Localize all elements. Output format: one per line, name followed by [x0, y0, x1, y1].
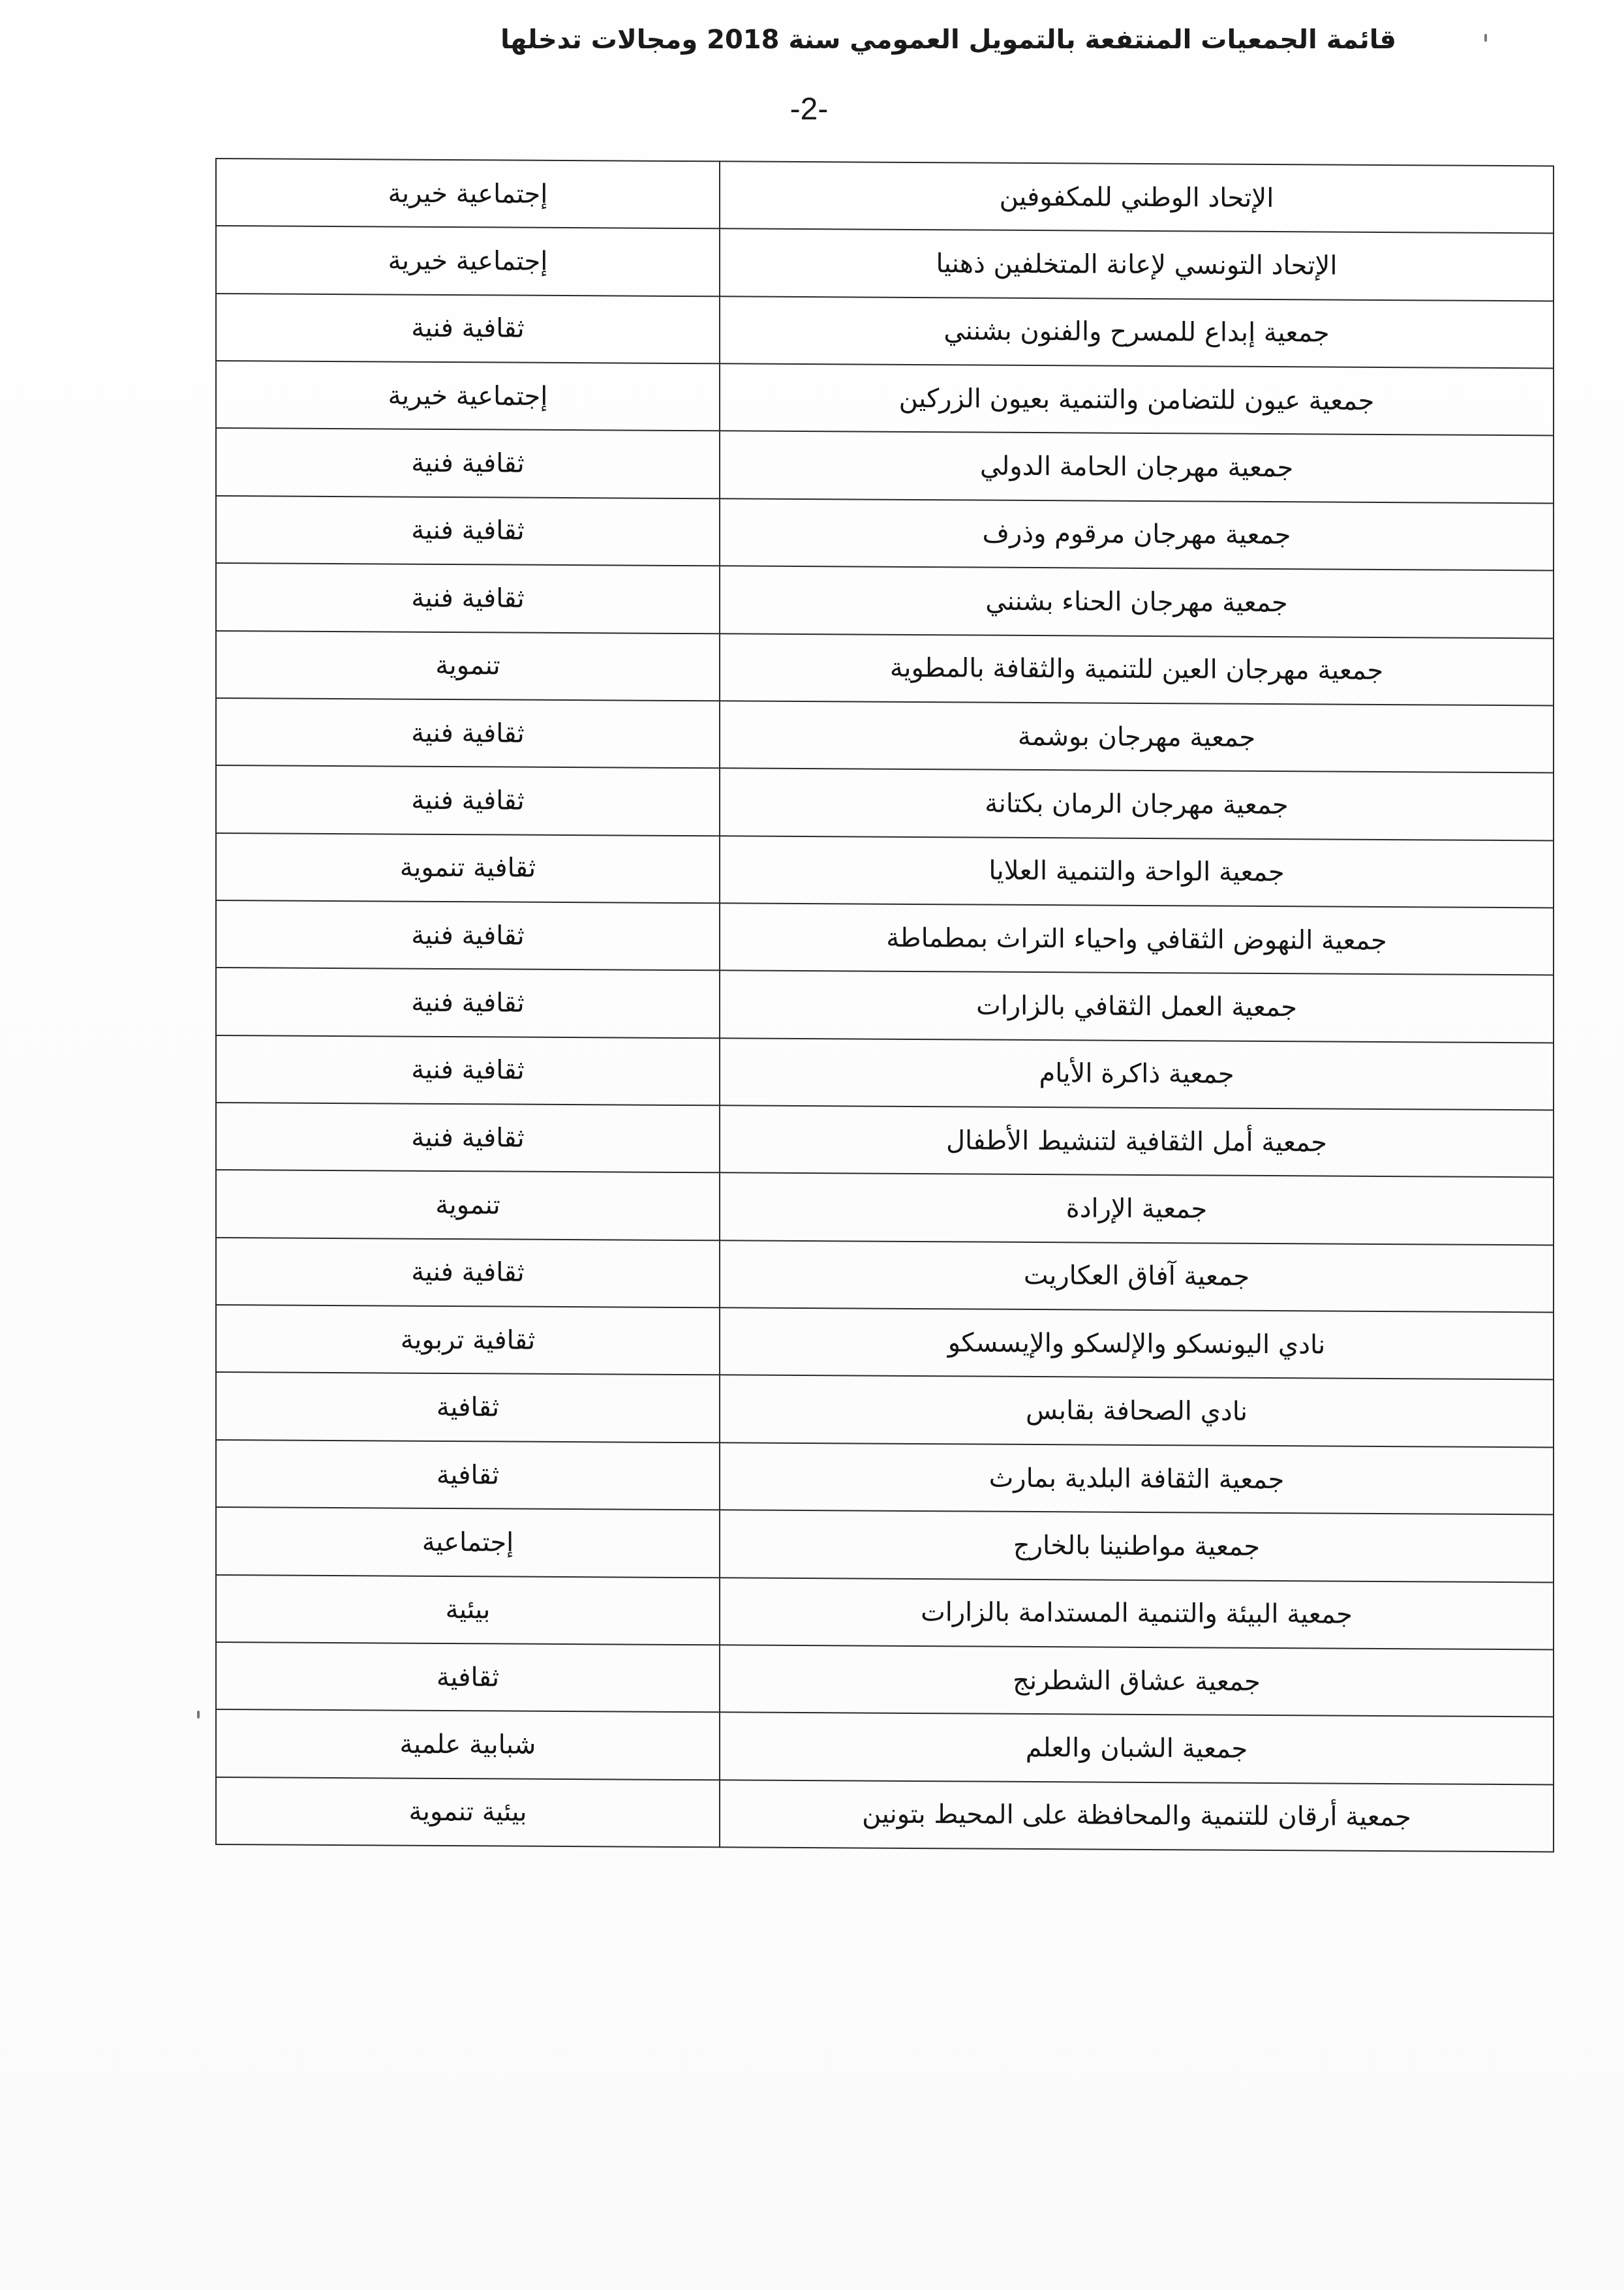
association-name-cell: جمعية مهرجان العين للتنمية والثقافة بالمطوية	[720, 634, 1554, 705]
association-name-cell: جمعية مهرجان بوشمة	[720, 701, 1554, 772]
table-row	[216, 1440, 1554, 1515]
table-row	[216, 428, 1554, 503]
association-name-cell: جمعية النهوض الثقافي واحياء التراث بمطماطة	[720, 903, 1554, 975]
table-row	[216, 1777, 1554, 1852]
intervention-domain-cell: ثقافية فنية	[216, 1035, 720, 1106]
intervention-domain-cell: ثقافية فنية	[216, 496, 720, 566]
association-name-cell: جمعية مواطنينا بالخارج	[720, 1510, 1554, 1582]
intervention-domain-cell: ثقافية فنية	[216, 968, 720, 1038]
table-row	[216, 1575, 1554, 1650]
association-name-cell: جمعية مهرجان الرمان بكتانة	[720, 769, 1554, 840]
intervention-domain-cell: ثقافية تنموية	[216, 833, 720, 904]
intervention-domain-cell: ثقافية	[216, 1440, 720, 1510]
association-name-cell: نادي اليونسكو والإلسكو والإيسسكو	[720, 1307, 1554, 1379]
association-name-cell: جمعية الثقافة البلدية بمارث	[720, 1443, 1554, 1514]
association-name-cell: جمعية العمل الثقافي بالزارات	[720, 971, 1554, 1043]
intervention-domain-cell: إجتماعية خيرية	[216, 226, 720, 296]
intervention-domain-cell: إجتماعية	[216, 1507, 720, 1578]
intervention-domain-cell: تنموية	[216, 1170, 720, 1240]
intervention-domain-cell: ثقافية	[216, 1642, 720, 1713]
association-name-cell: جمعية عيون للتضامن والتنمية بعيون الزركين	[720, 363, 1554, 435]
association-name-cell: جمعية الواحة والتنمية العلايا	[720, 836, 1554, 908]
table-row	[216, 294, 1554, 369]
association-name-cell: جمعية آفاق العكاريت	[720, 1240, 1554, 1312]
table-row	[216, 159, 1554, 234]
associations-table-body	[216, 159, 1554, 1852]
association-name-cell: جمعية ذاكرة الأيام	[720, 1038, 1554, 1110]
table-row	[216, 833, 1554, 908]
intervention-domain-cell: ثقافية فنية	[216, 563, 720, 634]
table-row	[216, 631, 1554, 706]
table-row	[216, 226, 1554, 301]
intervention-domain-cell: ثقافية فنية	[216, 765, 720, 836]
table-row	[216, 1035, 1554, 1110]
intervention-domain-cell: إجتماعية خيرية	[216, 159, 720, 229]
association-name-cell: جمعية مهرجان الحامة الدولي	[720, 431, 1554, 503]
table-row	[216, 1103, 1554, 1178]
table-row	[216, 1642, 1554, 1717]
association-name-cell: جمعية الشبان والعلم	[720, 1713, 1554, 1784]
document-title: قائمة الجمعيات المنتفعة بالتمويل العمومي سنة 2018 ومجالات تدخلها	[500, 25, 1396, 55]
association-name-cell: الإتحاد الوطني للمكفوفين	[720, 161, 1554, 233]
table-row	[216, 765, 1554, 840]
association-name-cell: جمعية أمل الثقافية لتنشيط الأطفال	[720, 1105, 1554, 1177]
scan-speck	[197, 1711, 200, 1718]
association-name-cell: جمعية أرقان للتنمية والمحافظة على المحيط بتونين	[720, 1780, 1554, 1852]
scan-speck	[1484, 34, 1487, 42]
associations-table-wrapper	[215, 158, 1498, 1852]
association-name-cell: نادي الصحافة بقابس	[720, 1375, 1554, 1447]
intervention-domain-cell: ثقافية	[216, 1372, 720, 1443]
table-row	[216, 900, 1554, 975]
intervention-domain-cell: بيئية تنموية	[216, 1777, 720, 1848]
intervention-domain-cell: ثقافية تربوية	[216, 1305, 720, 1375]
association-name-cell: جمعية البيئة والتنمية المستدامة بالزارات	[720, 1578, 1554, 1649]
table-row	[216, 1372, 1554, 1447]
intervention-domain-cell: شبابية علمية	[216, 1709, 720, 1780]
intervention-domain-cell: تنموية	[216, 631, 720, 701]
intervention-domain-cell: ثقافية فنية	[216, 294, 720, 364]
association-name-cell: جمعية إبداع للمسرح والفنون بشنني	[720, 296, 1554, 368]
table-row	[216, 1305, 1554, 1380]
table-row	[216, 698, 1554, 773]
association-name-cell: الإتحاد التونسي لإعانة المتخلفين ذهنيا	[720, 229, 1554, 301]
table-row	[216, 968, 1554, 1043]
intervention-domain-cell: ثقافية فنية	[216, 428, 720, 498]
table-row	[216, 496, 1554, 571]
table-row	[216, 1507, 1554, 1582]
table-row	[216, 1238, 1554, 1313]
table-row	[216, 361, 1554, 436]
associations-table	[215, 158, 1554, 1852]
intervention-domain-cell: إجتماعية خيرية	[216, 361, 720, 431]
table-row	[216, 1170, 1554, 1245]
association-name-cell: جمعية عشاق الشطرنج	[720, 1645, 1554, 1717]
intervention-domain-cell: ثقافية فنية	[216, 1238, 720, 1308]
association-name-cell: جمعية مهرجان مرقوم وذرف	[720, 498, 1554, 570]
intervention-domain-cell: بيئية	[216, 1575, 720, 1645]
table-row	[216, 1709, 1554, 1784]
association-name-cell: جمعية مهرجان الحناء بشنني	[720, 566, 1554, 637]
page-number: -2-	[789, 92, 829, 127]
table-row	[216, 563, 1554, 638]
intervention-domain-cell: ثقافية فنية	[216, 900, 720, 971]
intervention-domain-cell: ثقافية فنية	[216, 698, 720, 769]
association-name-cell: جمعية الإرادة	[720, 1173, 1554, 1245]
intervention-domain-cell: ثقافية فنية	[216, 1103, 720, 1173]
